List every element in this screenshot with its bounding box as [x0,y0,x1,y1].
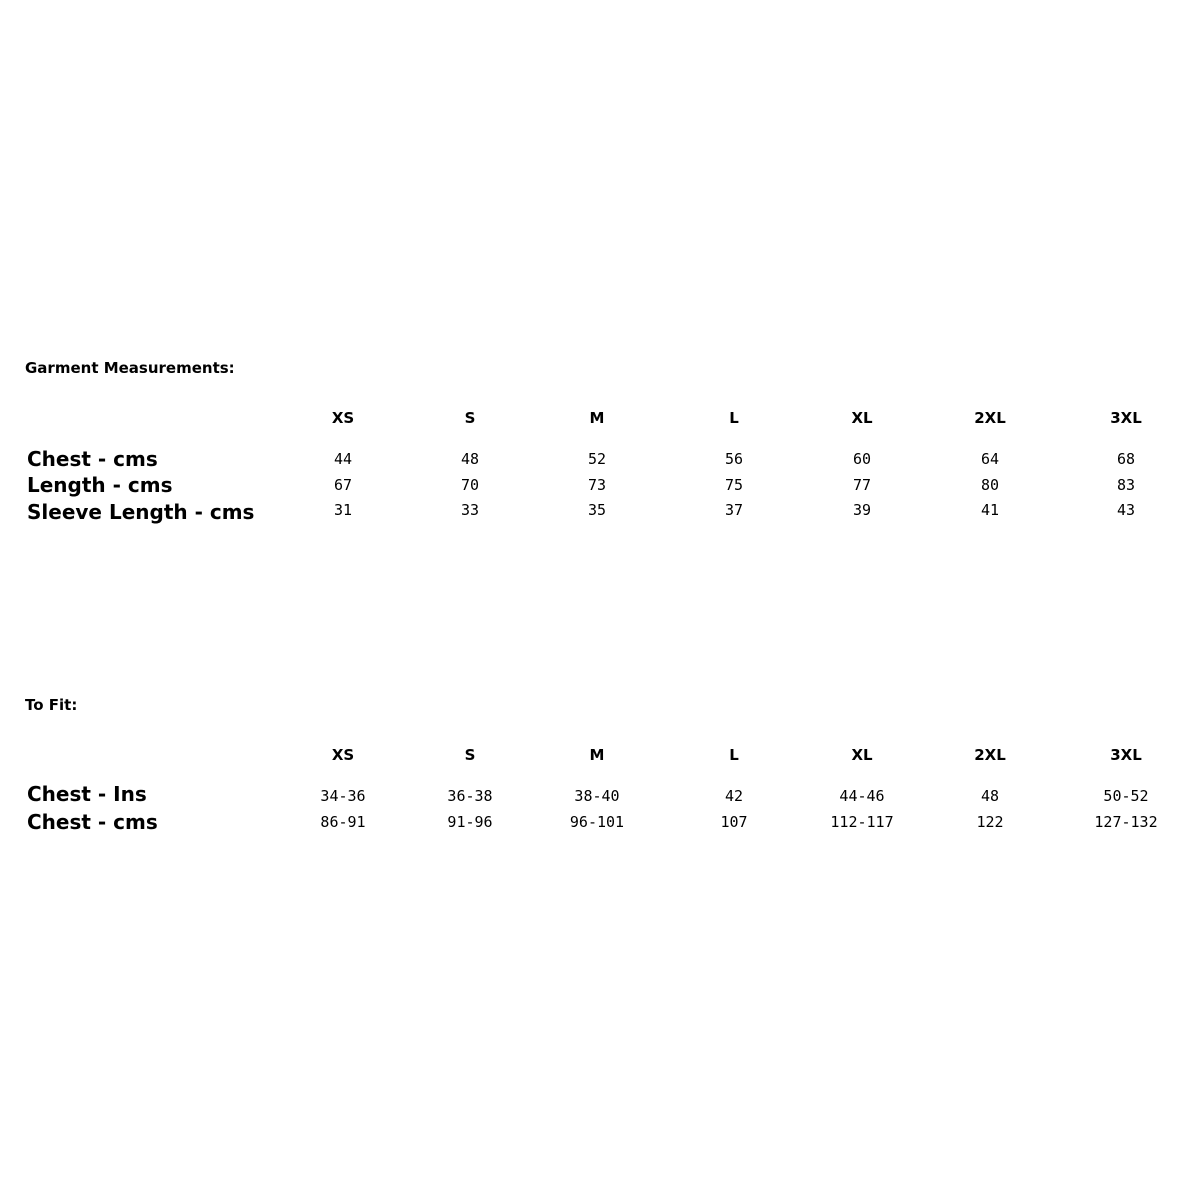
size-header-m: M [589,746,605,764]
table-cell: 50-52 [1103,787,1149,805]
table-cell: 91-96 [447,813,493,831]
garment-measurements-title: Garment Measurements: [25,359,235,377]
table-cell: 42 [724,787,744,805]
row-label-chest-cms: Chest - cms [27,447,158,471]
size-header-2xl: 2XL [974,409,1006,427]
size-header-s: S [464,409,476,427]
table-cell: 64 [980,450,1000,468]
size-header-3xl: 3XL [1110,746,1142,764]
table-cell: 31 [333,501,353,519]
table-cell: 77 [852,476,872,494]
table-cell: 37 [724,501,744,519]
table-cell: 122 [976,813,1004,831]
table-cell: 127-132 [1094,813,1158,831]
table-cell: 48 [980,787,1000,805]
row-label-chest-ins: Chest - Ins [27,782,147,806]
table-cell: 35 [587,501,607,519]
table-cell: 60 [852,450,872,468]
size-header-m: M [589,409,605,427]
table-cell: 68 [1116,450,1136,468]
table-cell: 39 [852,501,872,519]
size-header-xl: XL [851,409,873,427]
table-cell: 67 [333,476,353,494]
table-cell: 44 [333,450,353,468]
size-header-3xl: 3XL [1110,409,1142,427]
row-label-sleeve-length-cms: Sleeve Length - cms [27,500,255,524]
to-fit-title: To Fit: [25,696,78,714]
table-cell: 70 [460,476,480,494]
size-header-xl: XL [851,746,873,764]
table-cell: 38-40 [574,787,620,805]
table-cell: 75 [724,476,744,494]
size-header-l: L [729,746,739,764]
table-cell: 48 [460,450,480,468]
table-cell: 36-38 [447,787,493,805]
size-header-2xl: 2XL [974,746,1006,764]
table-cell: 96-101 [569,813,625,831]
size-header-xs: XS [331,409,355,427]
table-cell: 56 [724,450,744,468]
table-cell: 43 [1116,501,1136,519]
size-header-xs: XS [331,746,355,764]
table-cell: 73 [587,476,607,494]
table-cell: 41 [980,501,1000,519]
table-cell: 86-91 [320,813,366,831]
table-cell: 34-36 [320,787,366,805]
row-label-length-cms: Length - cms [27,473,173,497]
table-cell: 52 [587,450,607,468]
table-cell: 112-117 [830,813,894,831]
row-label-chest-cms: Chest - cms [27,810,158,834]
size-header-s: S [464,746,476,764]
table-cell: 33 [460,501,480,519]
size-header-l: L [729,409,739,427]
table-cell: 83 [1116,476,1136,494]
table-cell: 80 [980,476,1000,494]
table-cell: 107 [720,813,748,831]
table-cell: 44-46 [839,787,885,805]
